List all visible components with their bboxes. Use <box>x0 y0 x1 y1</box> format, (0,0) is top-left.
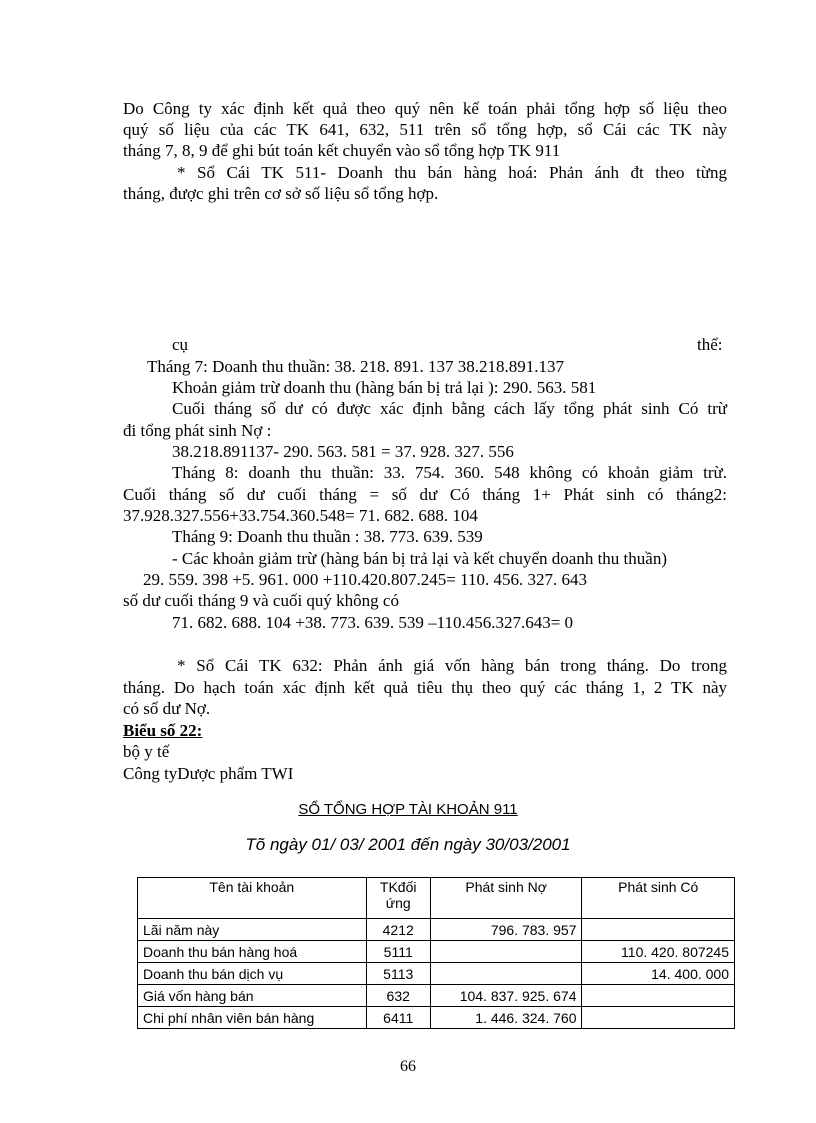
month9-revenue: Tháng 9: Doanh thu thuần : 38. 773. 639. 539 <box>172 527 483 546</box>
cell-credit: 14. 400. 000 <box>582 963 735 985</box>
cell-contra-account: 632 <box>366 985 430 1007</box>
month7-calculation: 38.218.891137- 290. 563. 581 = 37. 928. 327. 556 <box>172 442 514 461</box>
company-name: Công tyDược phẩm TWI <box>123 764 294 783</box>
table-row <box>138 963 735 985</box>
table-row <box>138 941 735 963</box>
account-table <box>137 877 735 1029</box>
header-debit: Phát sinh Nợ <box>430 878 582 919</box>
cell-credit <box>582 919 735 941</box>
cell-account-name: Doanh thu bán dịch vụ <box>138 963 367 985</box>
cell-debit: 1. 446. 324. 760 <box>430 1007 582 1029</box>
month9-calculation: 29. 559. 398 +5. 961. 000 +110.420.807.245= 110. 456. 327. 643 <box>143 570 588 589</box>
paragraph-line: có số dư Nợ. <box>123 699 211 718</box>
cell-debit: 796. 783. 957 <box>430 919 582 941</box>
table-row <box>138 1007 735 1029</box>
paragraph-line: * Sổ Cái TK 511- Doanh thu bán hàng hoá: Phản ánh đt theo từng <box>177 163 727 182</box>
form-label: Biểu số 22: <box>123 721 203 740</box>
final-calculation: 71. 682. 688. 104 +38. 773. 639. 539 –110.456.327.643= 0 <box>172 613 574 632</box>
paragraph-line: Cuối tháng số dư có được xác định bằng cách lấy tổng phát sinh Có trừ <box>172 399 727 418</box>
header-credit: Phát sinh Có <box>582 878 735 919</box>
text-fragment: thể: <box>697 335 723 354</box>
page-number: 66 <box>400 1058 416 1075</box>
cell-credit <box>582 1007 735 1029</box>
cell-credit <box>582 985 735 1007</box>
paragraph-line: tháng. Do hạch toán xác định kết quả tiêu thụ theo quý các tháng 1, 2 TK này <box>123 678 727 697</box>
cell-contra-account: 6411 <box>366 1007 430 1029</box>
month9-reduction: - Các khoản giảm trừ (hàng bán bị trả lại và kết chuyển doanh thu thuần) <box>172 549 667 568</box>
cell-debit <box>430 963 582 985</box>
header-account-name: Tên tài khoản <box>138 878 367 919</box>
paragraph-line: đi tổng phát sinh Nợ : <box>123 421 272 440</box>
month7-reduction: Khoản giảm trừ doanh thu (hàng bán bị trả lại ): 290. 563. 581 <box>172 378 597 397</box>
cell-contra-account: 5113 <box>366 963 430 985</box>
month7-revenue: Tháng 7: Doanh thu thuần: 38. 218. 891. 137 38.218.891.137 <box>147 357 564 376</box>
cell-account-name: Doanh thu bán hàng hoá <box>138 941 367 963</box>
text-fragment: cụ <box>172 335 189 354</box>
cell-account-name: Chi phí nhân viên bán hàng <box>138 1007 367 1029</box>
cell-debit <box>430 941 582 963</box>
table-row <box>138 985 735 1007</box>
month8-revenue: Tháng 8: doanh thu thuần: 33. 754. 360. 548 không có khoản giảm trừ. <box>172 463 727 482</box>
paragraph-line: tháng, được ghi trên cơ sở số liệu sổ tổng hợp. <box>123 184 439 203</box>
table-header-row <box>138 878 735 919</box>
month8-calculation: 37.928.327.556+33.754.360.548= 71. 682. 688. 104 <box>123 506 478 525</box>
ledger-title: SỔ TỔNG HỢP TÀI KHOẢN 911 <box>298 801 518 818</box>
paragraph-line: tháng 7, 8, 9 để ghi bút toán kết chuyển vào sổ tổng hợp TK 911 <box>123 141 561 160</box>
paragraph-line: Cuối tháng số dư cuối tháng = số dư Có tháng 1+ Phát sinh có tháng2: <box>123 485 727 504</box>
cell-account-name: Lãi năm này <box>138 919 367 941</box>
cell-account-name: Giá vốn hàng bán <box>138 985 367 1007</box>
paragraph-line: Do Công ty xác định kết quả theo quý nên kế toán phải tổng hợp số liệu theo <box>123 99 727 118</box>
cell-credit: 110. 420. 807245 <box>582 941 735 963</box>
paragraph-line: * Sổ Cái TK 632: Phản ánh giá vốn hàng bán trong tháng. Do trong <box>177 656 727 675</box>
header-contra-account: TKđối ứng <box>366 878 430 919</box>
cell-contra-account: 5111 <box>366 941 430 963</box>
ministry-name: bộ y tế <box>123 742 170 761</box>
table-row <box>138 919 735 941</box>
cell-debit: 104. 837. 925. 674 <box>430 985 582 1007</box>
ledger-period: Tõ ngày 01/ 03/ 2001 đến ngày 30/03/2001 <box>245 835 571 854</box>
paragraph-line: số dư cuối tháng 9 và cuối quý không có <box>123 591 399 610</box>
cell-contra-account: 4212 <box>366 919 430 941</box>
paragraph-line: quý số liệu của các TK 641, 632, 511 trên sổ tổng hợp, sổ Cái các TK này <box>123 120 727 139</box>
